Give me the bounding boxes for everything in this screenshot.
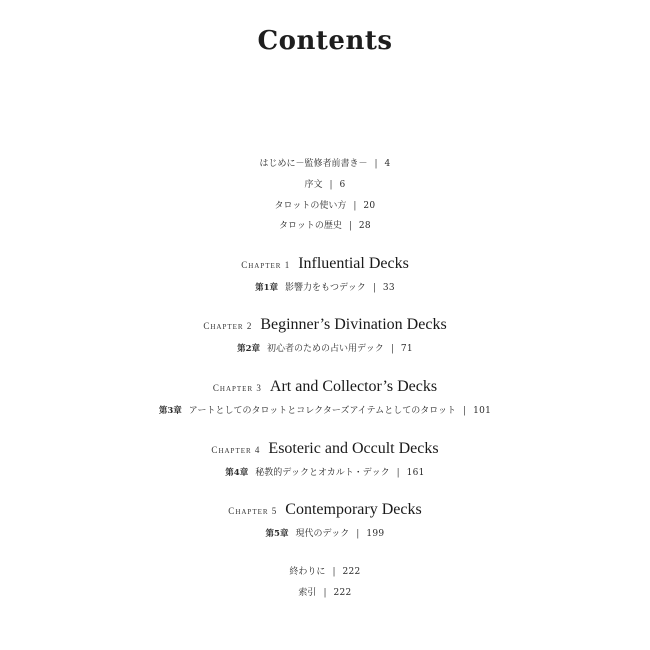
chapter-5-heading[interactable]	[0, 499, 650, 519]
entry-page: 161	[406, 468, 425, 478]
entry-separator: |	[356, 529, 360, 539]
chapter-label	[213, 383, 262, 393]
entry-separator: |	[374, 159, 378, 169]
chapter-word-rest: HAPTER	[210, 323, 244, 331]
jp-chapter-number: 第1章	[255, 283, 278, 293]
entry-separator: |	[372, 283, 376, 293]
entry-page: 4	[384, 159, 391, 169]
jp-chapter-title: 初心者のための占い用デック	[266, 344, 384, 354]
entry-label: 終わりに	[289, 567, 326, 577]
chapter-3-jp-entry[interactable]	[0, 403, 650, 416]
chapter-number: 3	[256, 383, 262, 393]
chapter-word-initial: C	[228, 506, 236, 516]
chapter-word-rest: HAPTER	[248, 262, 282, 270]
jp-chapter-number: 第3章	[158, 406, 182, 416]
chapter-title: Art and Collector’s Decks	[269, 378, 438, 395]
jp-chapter-title: 影響力をもつデック	[284, 283, 366, 293]
jp-chapter-title: 現代のデック	[295, 529, 350, 539]
chapter-word-rest: HAPTER	[219, 385, 254, 393]
chapter-label	[228, 506, 277, 516]
chapter-word	[213, 383, 253, 393]
jp-chapter-number: 第5章	[265, 529, 289, 539]
chapter-word-initial: C	[203, 321, 211, 331]
jp-chapter-title: 秘教的デックとオカルト・デック	[255, 468, 390, 478]
chapter-title: Contemporary Decks	[285, 501, 422, 518]
chapter-word	[241, 260, 281, 270]
chapter-number: 5	[271, 506, 278, 516]
chapter-title: Esoteric and Occult Decks	[268, 440, 439, 457]
entry-separator: |	[329, 180, 333, 190]
chapter-4-jp-entry[interactable]	[0, 465, 650, 478]
chapter-word-rest: HAPTER	[235, 508, 269, 516]
entry-page: 101	[473, 406, 492, 416]
chapter-number: 4	[254, 445, 261, 455]
entry-page: 199	[366, 529, 385, 539]
entry-label: 索引	[298, 588, 317, 598]
jp-chapter-number: 第2章	[237, 344, 260, 354]
chapter-number: 2	[246, 321, 253, 331]
jp-chapter-number: 第4章	[225, 468, 249, 478]
chapter-3-heading[interactable]	[0, 376, 650, 396]
chapter-2-heading[interactable]	[0, 314, 650, 334]
toc-entry-index[interactable]	[0, 585, 650, 598]
entry-page: 222	[333, 588, 352, 598]
entry-label: タロットの使い方	[274, 201, 347, 211]
entry-page: 20	[363, 201, 376, 211]
chapter-title: Influential Decks	[298, 255, 409, 272]
chapter-label	[203, 321, 252, 331]
chapter-word-initial: C	[212, 383, 220, 393]
chapter-word	[203, 321, 243, 331]
chapter-number: 1	[284, 260, 291, 270]
chapter-word-rest: HAPTER	[218, 447, 252, 455]
chapter-word-initial: C	[211, 445, 219, 455]
chapter-2-jp-entry[interactable]	[0, 341, 650, 354]
entry-label: 序文	[304, 180, 323, 190]
toc-entry-foreword[interactable]	[0, 156, 650, 169]
entry-separator: |	[332, 567, 336, 577]
chapter-label	[211, 445, 260, 455]
entry-label: タロットの歴史	[279, 221, 342, 231]
entry-page: 28	[358, 221, 371, 231]
chapter-word	[228, 506, 268, 516]
chapter-title: Beginner’s Divination Decks	[260, 316, 447, 333]
entry-page: 222	[342, 567, 361, 577]
chapter-4-heading[interactable]	[0, 438, 650, 458]
toc-entry-history[interactable]	[0, 218, 650, 231]
page-title: Contents	[257, 26, 393, 56]
chapter-word-initial: C	[241, 260, 249, 270]
entry-separator: |	[348, 221, 352, 231]
entry-separator: |	[353, 201, 357, 211]
chapter-5-jp-entry[interactable]	[0, 526, 650, 539]
entry-separator: |	[396, 468, 400, 478]
toc-entry-preface[interactable]	[0, 177, 650, 190]
entry-page: 6	[339, 180, 346, 190]
chapter-label	[241, 260, 290, 270]
chapter-word	[211, 445, 251, 455]
chapter-1-jp-entry[interactable]	[0, 280, 650, 293]
entry-label: はじめに－監修者前書き－	[259, 159, 368, 169]
toc-entry-afterword[interactable]	[0, 564, 650, 577]
entry-separator: |	[463, 406, 467, 416]
entry-page: 33	[382, 283, 395, 293]
jp-chapter-title: アートとしてのタロットとコレクターズアイテムとしてのタロット	[188, 406, 457, 416]
entry-page: 71	[400, 344, 413, 354]
toc-entry-how-to-use[interactable]	[0, 198, 650, 211]
chapter-1-heading[interactable]	[0, 253, 650, 273]
entry-separator: |	[323, 588, 327, 598]
entry-separator: |	[390, 344, 394, 354]
